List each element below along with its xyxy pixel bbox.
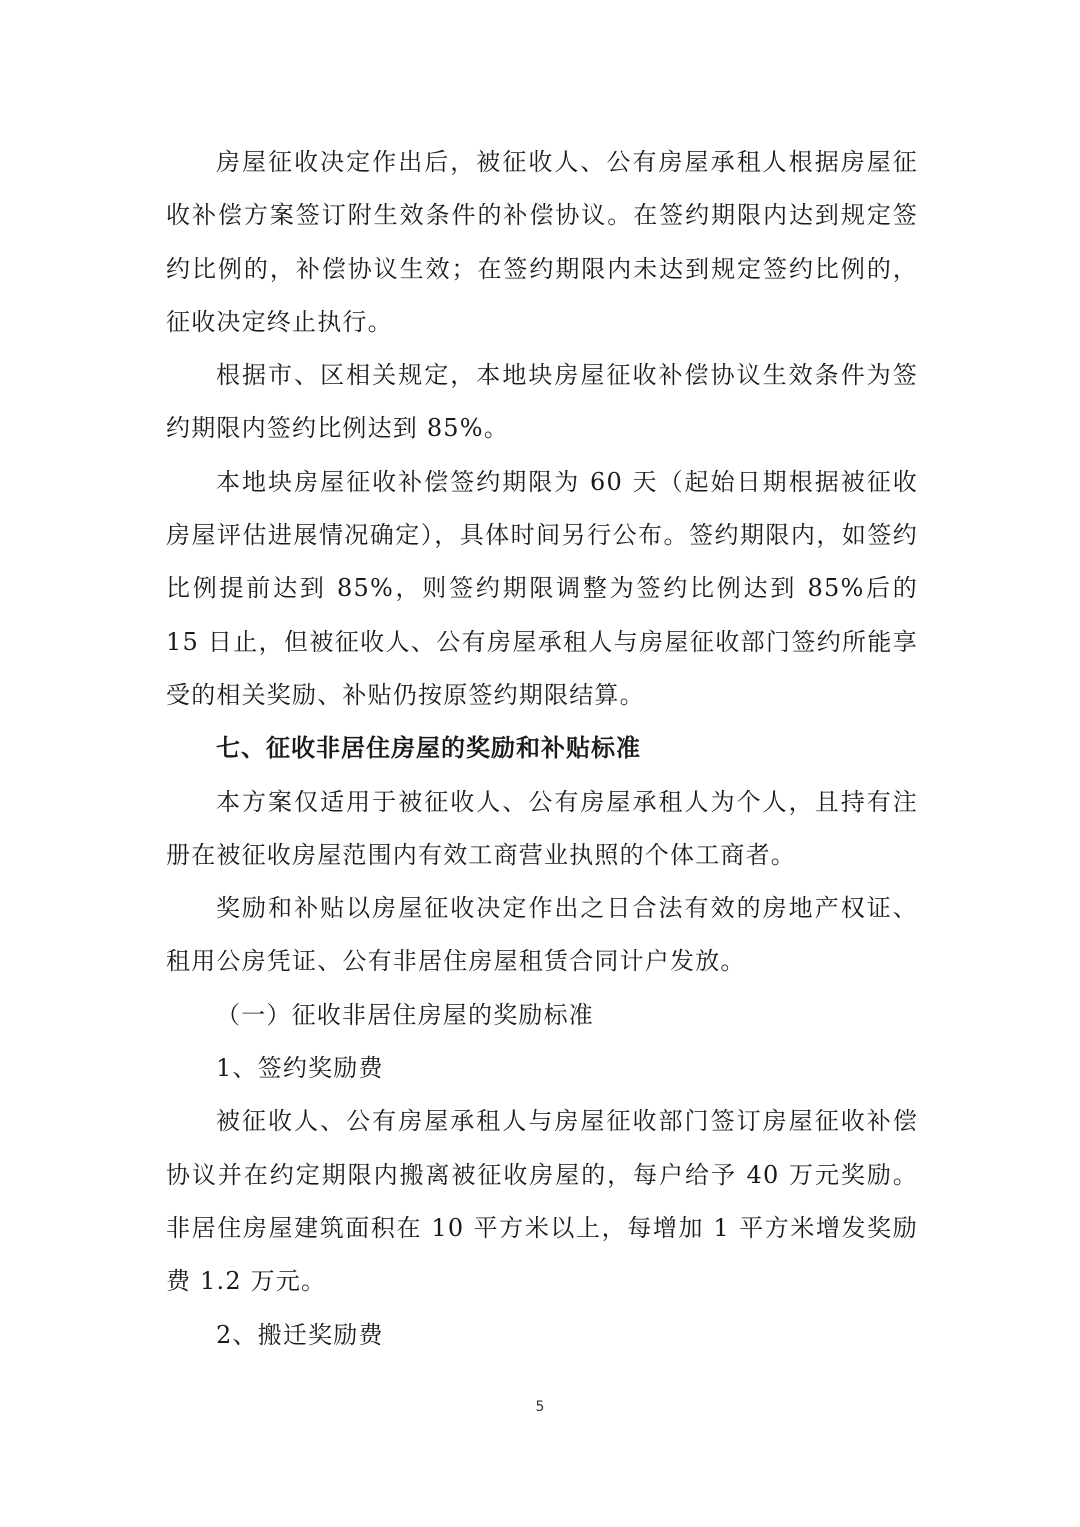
page-number: 5 (535, 1399, 545, 1415)
paragraph-signing-reward-detail: 被征收人、公有房屋承租人与房屋征收部门签订房屋征收补偿协议并在约定期限内搬离被征收房屋的，每户给予 40 万元奖励。非居住房屋建筑面积在 10 平方米以上，每增加 1 平方米增发奖励费 1.2 万元。 (166, 1107, 918, 1296)
subsection-heading-reward-standard: （一）征收非居住房屋的奖励标准 (216, 1000, 594, 1029)
paragraph-signing-ratio: 根据市、区相关规定，本地块房屋征收补偿协议生效条件为签约期限内签约比例达到 85%。 (166, 361, 918, 443)
document-body (166, 136, 918, 1362)
section-heading-seven: 七、征收非居住房屋的奖励和补贴标准 (216, 734, 641, 763)
paragraph-distribution-basis: 奖励和补贴以房屋征收决定作出之日合法有效的房地产权证、租用公房凭证、公有非居住房屋租赁合同计户发放。 (166, 894, 918, 976)
paragraph-scope: 本方案仅适用于被征收人、公有房屋承租人为个人，且持有注册在被征收房屋范围内有效工商营业执照的个体工商者。 (166, 787, 918, 869)
paragraph-agreement-effect: 房屋征收决定作出后，被征收人、公有房屋承租人根据房屋征收补偿方案签订附生效条件的补偿协议。在签约期限内达到规定签约比例的，补偿协议生效；在签约期限内未达到规定签约比例的，征收决定终止执行。 (166, 148, 918, 336)
paragraph-signing-period: 本地块房屋征收补偿签约期限为 60 天（起始日期根据被征收房屋评估进展情况确定），具体时间另行公布。签约期限内，如签约比例提前达到 85%，则签约期限调整为签约比例达到 85%后的 15 日止，但被征收人、公有房屋承租人与房屋征收部门签约所能享受的相关奖励、补贴仍按原签约期限结算。 (166, 467, 918, 709)
item-heading-relocation-reward: 2、搬迁奖励费 (216, 1320, 384, 1349)
item-heading-signing-reward: 1、签约奖励费 (216, 1054, 384, 1083)
